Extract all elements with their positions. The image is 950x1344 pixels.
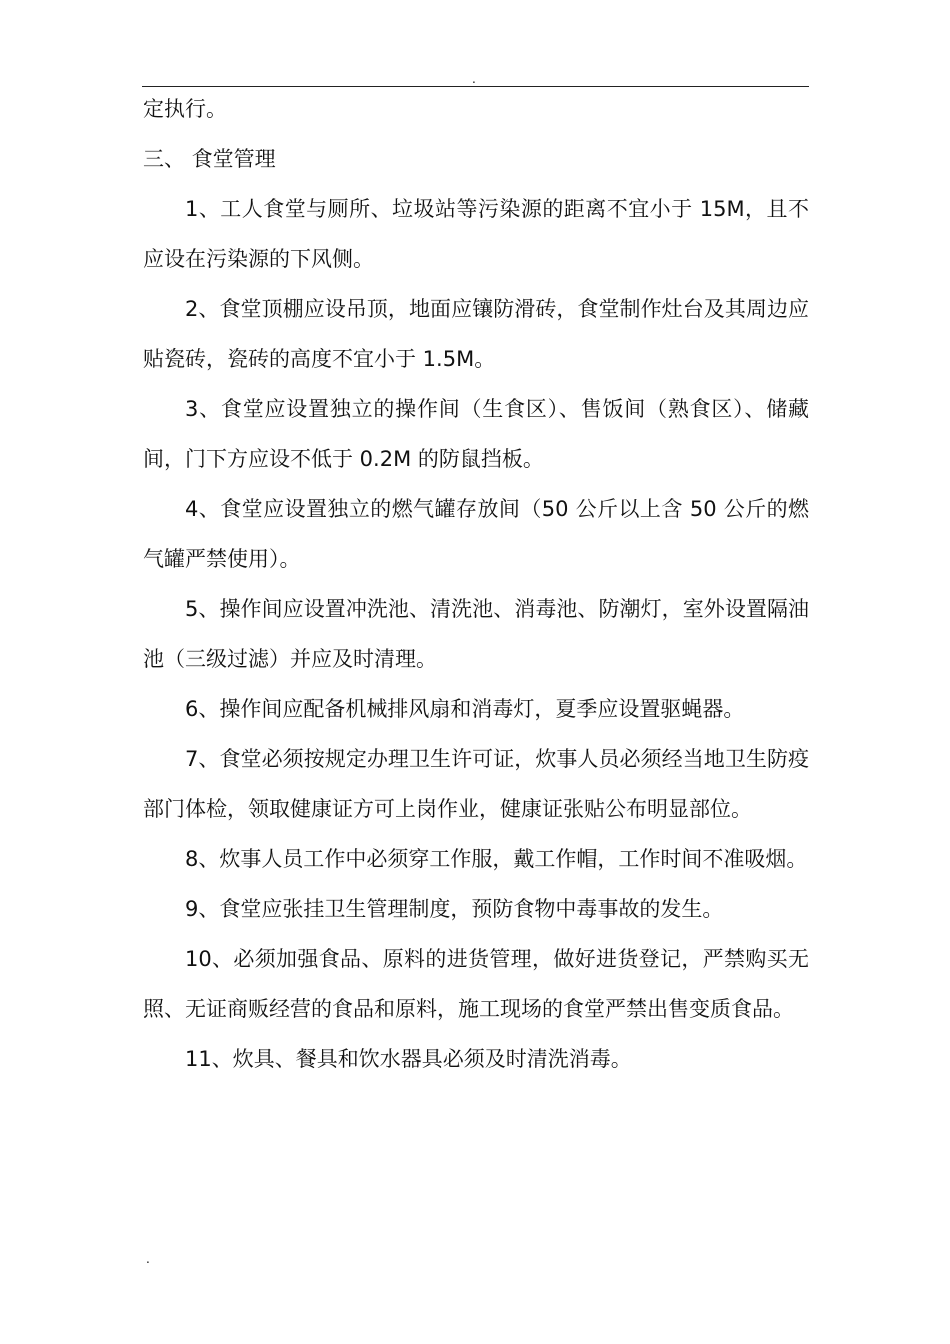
list-item: 6、操作间应配备机械排风扇和消毒灯，夏季应设置驱蝇器。	[185, 697, 745, 721]
document-body	[143, 84, 809, 1084]
list-item: 10、必须加强食品、原料的进货管理，做好进货登记，严禁购买无照、无证商贩经营的食品和原料，施工现场的食堂严禁出售变质食品。	[143, 947, 809, 1021]
list-item: 4、食堂应设置独立的燃气罐存放间（50 公斤以上含 50 公斤的燃气罐严禁使用）。	[143, 497, 809, 571]
footer-mark: .	[146, 1252, 150, 1266]
list-item: 7、食堂必须按规定办理卫生许可证，炊事人员必须经当地卫生防疫部门体检，领取健康证方可上岗作业，健康证张贴公布明显部位。	[143, 747, 809, 821]
list-item: 5、操作间应设置冲洗池、清洗池、消毒池、防潮灯，室外设置隔油池（三级过滤）并应及时清理。	[143, 597, 809, 671]
list-item: 9、食堂应张挂卫生管理制度，预防食物中毒事故的发生。	[185, 897, 724, 921]
list-item: 1、工人食堂与厕所、垃圾站等污染源的距离不宜小于 15M，且不应设在污染源的下风侧。	[143, 197, 809, 271]
list-item: 11、炊具、餐具和饮水器具必须及时清洗消毒。	[185, 1047, 632, 1071]
list-item: 8、炊事人员工作中必须穿工作服，戴工作帽，工作时间不准吸烟。	[185, 847, 808, 871]
list-item: 3、食堂应设置独立的操作间（生食区）、售饭间（熟食区）、储藏间，门下方应设不低于 0.2M 的防鼠挡板。	[143, 397, 809, 471]
header-mark: .	[472, 72, 476, 86]
section-heading: 三、 食堂管理	[143, 147, 276, 171]
list-item: 2、食堂顶棚应设吊顶，地面应镶防滑砖，食堂制作灶台及其周边应贴瓷砖，瓷砖的高度不宜小于 1.5M。	[143, 297, 809, 371]
continuation-text: 定执行。	[143, 97, 227, 121]
